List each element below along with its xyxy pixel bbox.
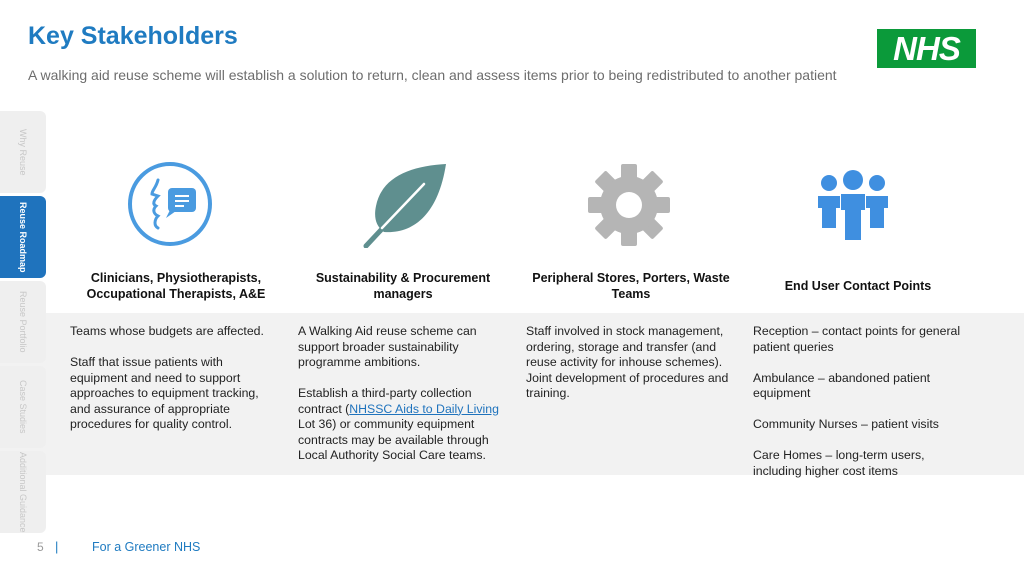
body-paragraph: Reception – contact points for general patient queries bbox=[753, 324, 961, 354]
link-paragraph-after: Lot 36) or community equipment contracts may be available through Local Authority Social Care teams. bbox=[298, 417, 489, 462]
body-paragraph: A Walking Aid reuse scheme can support broader sustainability programme ambitions. bbox=[298, 324, 477, 369]
body-paragraph: Ambulance – abandoned patient equipment bbox=[753, 370, 931, 400]
sidebar-tab-label: Additional Guidance bbox=[18, 451, 28, 533]
body-paragraph: Staff involved in stock management, ordering, storage and transfer (and reuse activity for inhouse schemes). Joint development of procedures and training. bbox=[526, 324, 729, 400]
page-number: 5 bbox=[37, 540, 44, 554]
sidebar-tab-reuse-portfolio[interactable] bbox=[0, 281, 46, 363]
column-body-sustainability bbox=[298, 324, 510, 479]
clinician-speech-icon bbox=[126, 160, 214, 248]
page-subtitle: A walking aid reuse scheme will establish a solution to return, clean and assess items prior to being redistributed to another patient bbox=[28, 67, 837, 83]
link-paragraph-before: Establish a third-party collection contract ( bbox=[298, 386, 472, 416]
column-body-clinicians bbox=[70, 324, 282, 448]
nhs-logo bbox=[877, 29, 976, 68]
body-paragraph: Care Homes – long-term users, including higher cost items bbox=[753, 448, 925, 478]
sidebar-tab-reuse-roadmap[interactable] bbox=[0, 196, 46, 278]
column-body-stores bbox=[526, 324, 738, 417]
sidebar-tab-label: Why Reuse bbox=[18, 128, 28, 176]
sidebar-tab-label: Reuse Portfolio bbox=[18, 291, 28, 353]
column-heading-stores: Peripheral Stores, Porters, Waste Teams bbox=[532, 271, 730, 301]
sidebar-tab-label: Reuse Roadmap bbox=[18, 201, 28, 273]
page-title: Key Stakeholders bbox=[28, 22, 238, 50]
column-heading-sustainability: Sustainability & Procurement managers bbox=[315, 271, 491, 301]
body-paragraph: Community Nurses – patient visits bbox=[753, 417, 939, 431]
nhssc-aids-link[interactable]: NHSSC Aids to Daily Living bbox=[349, 401, 499, 416]
body-paragraph-with-link bbox=[298, 386, 510, 464]
body-paragraph: Teams whose budgets are affected. bbox=[70, 324, 264, 338]
nhs-logo-text: NHS bbox=[893, 29, 960, 67]
column-heading-end-user: End User Contact Points bbox=[784, 279, 932, 293]
sidebar-tab-label: Case Studies bbox=[18, 380, 28, 434]
people-group-icon bbox=[816, 170, 890, 242]
sidebar-tab-why-reuse[interactable] bbox=[0, 111, 46, 193]
footer-separator: | bbox=[55, 539, 59, 554]
footer-text: For a Greener NHS bbox=[92, 540, 201, 554]
sidebar-tab-case-studies[interactable] bbox=[0, 366, 46, 448]
sidebar-tab-additional-guidance[interactable] bbox=[0, 451, 46, 533]
leaf-icon bbox=[362, 162, 448, 248]
gear-icon bbox=[587, 163, 671, 247]
column-heading-clinicians: Clinicians, Physiotherapists, Occupational Therapists, A&E bbox=[86, 271, 266, 301]
body-paragraph: Staff that issue patients with equipment and need to support approaches to equipment tracking, and assurance of appropriate procedures for quality control. bbox=[70, 355, 259, 431]
column-body-end-user bbox=[753, 324, 965, 495]
